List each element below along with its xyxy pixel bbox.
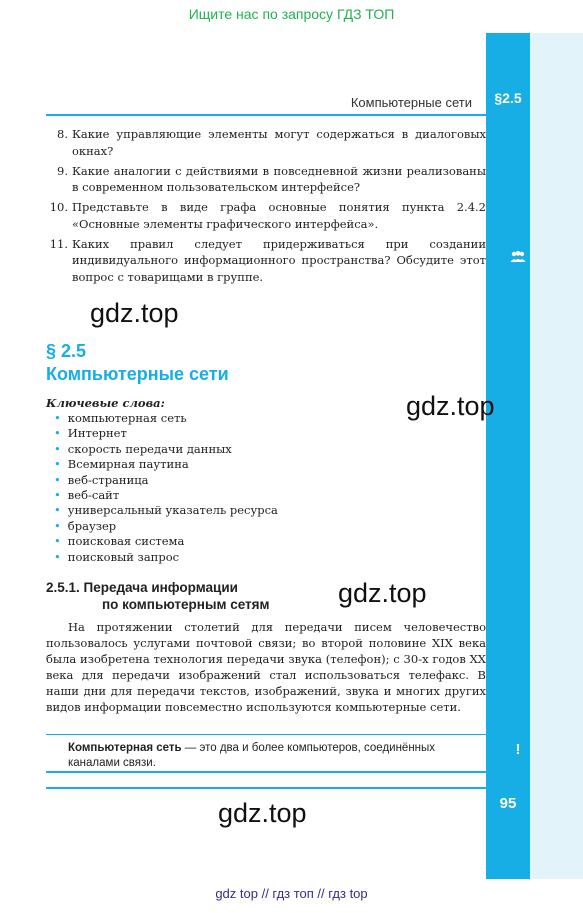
top-banner: Ищите нас по запросу ГДЗ ТОП [188, 6, 395, 22]
footer-watermark: gdz top // гдз топ // гдз top [215, 886, 368, 901]
question-text: Каких правил следует придерживаться при создании индивидуального информационного пространства? Обсудите этот вопрос с товарищами в группе. [72, 236, 486, 284]
question-item [46, 199, 486, 232]
exclamation-icon: ! [508, 740, 528, 760]
question-text: Представьте в виде графа основные понятия пункта 2.4.2 «Основные элементы графического интерфейса». [72, 200, 486, 231]
question-item [46, 236, 486, 286]
keyword-item [54, 411, 278, 426]
question-list [46, 126, 486, 289]
keyword-text: универсальный указатель ресурса [67, 503, 278, 518]
keywords-heading: Ключевые слова: [46, 396, 165, 410]
bullet-icon: • [54, 441, 61, 456]
page-number: 95 [499, 795, 517, 812]
bullet-icon: • [54, 503, 61, 518]
definition-term: Компьютерная сеть [68, 742, 182, 754]
running-header-title: Компьютерные сети [350, 95, 472, 110]
watermark: gdz.top [406, 391, 495, 421]
bullet-icon: • [54, 549, 61, 564]
section-badge: §2.5 [494, 90, 522, 106]
bullet-icon: • [54, 472, 61, 487]
section-title: Компьютерные сети [46, 364, 229, 384]
keyword-text: скорость передачи данных [67, 441, 232, 456]
question-item [46, 163, 486, 196]
group-discussion-icon [508, 247, 528, 267]
question-number: 11. [49, 236, 68, 251]
question-text: Какие аналогии с действиями в повседневной жизни реализованы в современном пользовательском интерфейсе? [72, 163, 486, 194]
definition-body: — это два и более компьютеров, соединённых каналами связи. [68, 742, 436, 769]
subsection-title-line1: 2.5.1. Передача информации [46, 580, 238, 595]
bullet-icon: • [54, 426, 61, 441]
subsection-title-line2: по компьютерным сетям [102, 597, 270, 612]
header-rule [46, 114, 486, 116]
question-number: 9. [57, 163, 68, 178]
body-paragraph: На протяжении столетий для передачи писем человечество пользовалось услугами почтовой связи; во второй половине XIX века была изобретена технология передачи звука (телефон); с 30-х годов XX века для передачи изображений стал использоваться телефакс. В наши дни для передачи текстов, изображений, звука и многих других видов информации повсеместно используются компьютерные сети. [46, 620, 486, 714]
keyword-text: поисковый запрос [67, 549, 180, 564]
keyword-text: поисковая система [67, 534, 185, 549]
keyword-text: Интернет [67, 426, 127, 441]
bullet-icon: • [54, 411, 61, 425]
keyword-item [54, 457, 278, 472]
keyword-text: компьютерная сеть [67, 411, 187, 425]
keyword-item [54, 426, 278, 441]
keyword-item [54, 488, 278, 503]
bullet-icon: • [54, 457, 61, 472]
keyword-item [54, 503, 278, 518]
keyword-text: веб-сайт [67, 488, 120, 503]
question-number: 8. [57, 127, 68, 141]
section-number: § 2.5 [46, 341, 87, 361]
subsection-title [46, 579, 270, 613]
watermark: gdz.top [90, 298, 179, 328]
bullet-icon: • [54, 534, 61, 549]
definition-text [68, 741, 486, 771]
question-number: 10. [49, 200, 68, 214]
keyword-text: Всемирная паутина [67, 457, 189, 472]
watermark: gdz.top [218, 798, 307, 828]
bullet-icon: • [54, 488, 61, 503]
definition-box [46, 734, 486, 773]
question-item [46, 126, 486, 159]
keyword-text: веб-страница [67, 472, 149, 487]
keyword-item [54, 534, 278, 549]
keyword-item [54, 442, 278, 457]
watermark: gdz.top [338, 578, 427, 608]
keywords-list [54, 411, 278, 565]
keyword-text: браузер [67, 518, 117, 533]
keyword-item [54, 519, 278, 534]
question-text: Какие управляющие элементы могут содержаться в диалоговых окнах? [72, 127, 486, 158]
margin-strip [530, 33, 583, 879]
keyword-item [54, 473, 278, 488]
bottom-rule [46, 787, 486, 789]
bullet-icon: • [54, 518, 61, 533]
keyword-item [54, 550, 278, 565]
